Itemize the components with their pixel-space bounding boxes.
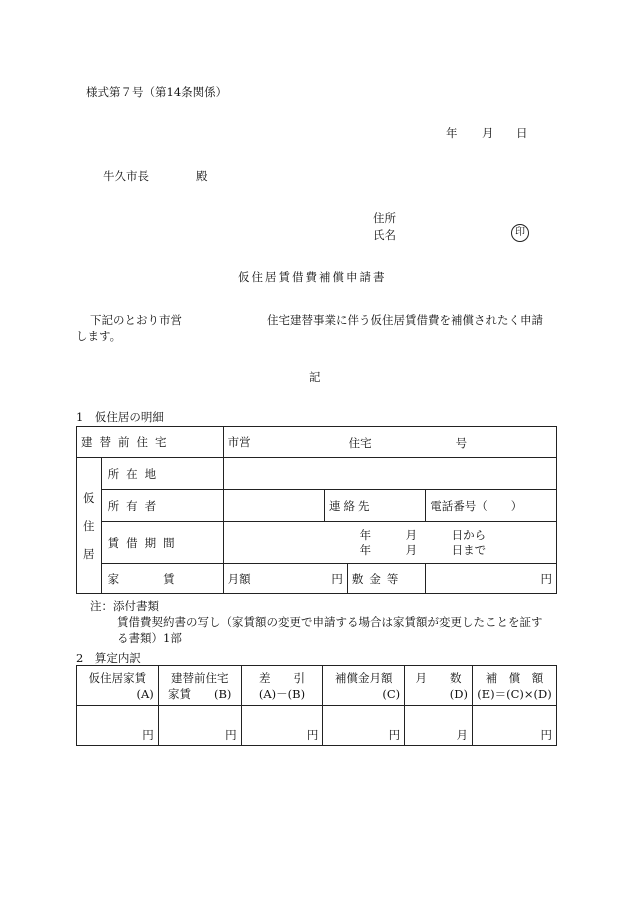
table-row (77, 490, 557, 522)
seal-mark (511, 224, 529, 242)
col-header-top: 差 引 (258, 670, 305, 685)
rebuild-label: 建替前住宅 (77, 427, 224, 458)
note-heading: 注：添付書類 (90, 599, 159, 613)
rebuild-city: 市営 (227, 435, 251, 449)
table-row (77, 706, 557, 746)
seal-text: 印 (511, 224, 529, 242)
monthly-yen: 円 (331, 572, 343, 586)
rent-label-cell (101, 564, 223, 594)
side-char-2: 住 (83, 518, 95, 533)
temp-dwelling-side-label (77, 458, 102, 594)
body-text-line2: します。 (76, 329, 122, 343)
ki-label: 記 (309, 370, 321, 384)
monthly-rent-cell (223, 564, 347, 594)
table-row (77, 666, 557, 706)
unit-cell: 円 (158, 706, 241, 746)
col-header-bottom: (C) (382, 686, 401, 701)
note-line2: る書類）1部 (117, 631, 182, 645)
body-text-b: 住宅建替事業に伴う仮住居賃借費を補償されたく申請 (267, 313, 543, 327)
addressee-suffix: 殿 (196, 169, 208, 183)
unit-cell: 円 (77, 706, 159, 746)
col-header-bottom: 家賃 (B) (168, 686, 232, 701)
note-line1: 賃借費契約書の写し（家賃額の変更で申請する場合は家賃額が変更したことを証す (117, 615, 543, 629)
period-from: 年 月 日から (359, 527, 487, 542)
body-text-a: 下記のとおり市営 (90, 313, 182, 327)
col-header-top: 補 償 額 (485, 670, 544, 685)
rebuild-go: 号 (455, 436, 468, 450)
table-row (77, 564, 557, 594)
col-header-bottom: (A)－(B) (258, 686, 306, 701)
table-row (77, 522, 557, 564)
deposit-label: 敷金等 (347, 564, 425, 594)
contact-label: 連絡先 (325, 490, 426, 522)
unit-cell: 円 (323, 706, 405, 746)
col-header-monthly-comp (323, 666, 405, 706)
unit-cell: 円 (241, 706, 323, 746)
col-header-bottom: (E)＝(C)×(D) (477, 686, 552, 701)
location-label: 所在地 (101, 458, 223, 490)
col-header-difference (241, 666, 323, 706)
col-header-months (405, 666, 473, 706)
table-row (77, 458, 557, 490)
name-label: 氏名 (373, 228, 396, 242)
owner-value (223, 490, 324, 522)
document-title: 仮住居賃借費補償申請書 (238, 270, 387, 284)
side-char-1: 仮 (83, 490, 95, 505)
address-label: 住所 (373, 211, 396, 225)
owner-label: 所有者 (101, 490, 223, 522)
form-number: 様式第７号（第14条関係） (86, 85, 228, 99)
location-value (223, 458, 556, 490)
table-row (77, 427, 557, 458)
unit-cell: 月 (405, 706, 473, 746)
unit-cell: 円 (472, 706, 556, 746)
date-day: 日 (516, 126, 528, 140)
date-month: 月 (482, 126, 494, 140)
period-to: 年 月 日まで (359, 542, 487, 557)
col-header-top: 建替前住宅 (170, 670, 229, 685)
monthly-label: 月額 (227, 571, 251, 586)
addressee-name: 牛久市長 (103, 169, 149, 183)
col-header-top: 仮住居家賃 (88, 670, 147, 685)
col-header-top: 月 数 (415, 670, 462, 685)
rent-label: 家賃 (107, 571, 219, 586)
phone-label: 電話番号（ ） (426, 490, 557, 522)
period-value (223, 522, 556, 564)
calculation-table (76, 665, 557, 746)
date-year: 年 (446, 126, 458, 140)
col-header-bottom: (A) (136, 686, 154, 701)
rebuild-jutaku: 住宅 (348, 436, 372, 450)
col-header-prev-rent (158, 666, 241, 706)
period-label: 賃借期間 (101, 522, 223, 564)
col-header-top: 補償金月額 (334, 670, 393, 685)
deposit-yen: 円 (426, 564, 557, 594)
dwelling-details-table (76, 426, 557, 594)
col-header-rent (77, 666, 159, 706)
col-header-compensation (472, 666, 556, 706)
section1-heading: 1 仮住居の明細 (76, 410, 164, 424)
section2-heading: 2 算定内訳 (76, 651, 141, 665)
col-header-bottom: (D) (449, 686, 468, 701)
rebuild-value-cell (223, 427, 556, 458)
side-char-3: 居 (83, 546, 95, 561)
